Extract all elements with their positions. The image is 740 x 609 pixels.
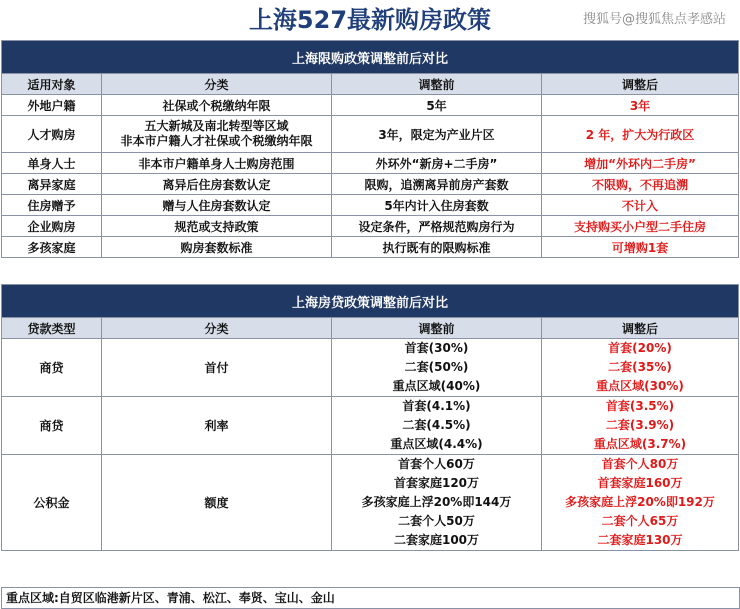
row-category: 社保或个税缴纳年限 [102, 95, 332, 116]
purchase-band-title: 上海限购政策调整前后对比 [2, 41, 739, 74]
loan-band-title: 上海房贷政策调整前后对比 [2, 285, 739, 318]
loan-before-item: 二套(50%) [404, 360, 469, 374]
header-before: 调整前 [332, 318, 542, 339]
loan-before-item: 首套(30%) [404, 341, 469, 355]
header-before: 调整前 [332, 74, 542, 95]
loan-before-item: 重点区域(4.4%) [390, 437, 483, 451]
loan-before-item: 首套(4.1%) [402, 399, 471, 413]
page-title: 上海527最新购房政策 [248, 6, 492, 34]
table-row [2, 153, 739, 174]
row-target: 多孩家庭 [2, 237, 102, 258]
table-row [2, 195, 739, 216]
loan-after-item: 二套(35%) [608, 360, 672, 374]
table-row [2, 397, 739, 455]
loan-before-item: 二套家庭100万 [393, 533, 480, 547]
loan-before-item: 二套个人50万 [398, 514, 475, 528]
loan-after-list [542, 397, 739, 455]
header-loan-type: 贷款类型 [2, 318, 102, 339]
header-target: 适用对象 [2, 74, 102, 95]
loan-policy-table [1, 284, 739, 551]
row-category: 离异后住房套数认定 [102, 174, 332, 195]
row-before: 限购，追溯离异前房产套数 [332, 174, 542, 195]
header-after: 调整后 [542, 74, 739, 95]
loan-after-list [542, 339, 739, 397]
table-row [2, 116, 739, 153]
row-after: 2 年，扩大为行政区 [542, 116, 739, 153]
row-before: 外环外“新房+二手房” [332, 153, 542, 174]
header-after: 调整后 [542, 318, 739, 339]
loan-after-item: 首套家庭160万 [597, 476, 683, 490]
row-before: 5年 [332, 95, 542, 116]
loan-after-item: 重点区域(30%) [596, 379, 684, 393]
row-category: 非本市户籍单身人士购房范围 [102, 153, 332, 174]
loan-after-item: 首套(20%) [608, 341, 672, 355]
row-before: 5年内计入住房套数 [332, 195, 542, 216]
row-after: 可增购1套 [542, 237, 739, 258]
loan-after-item: 首套(3.5%) [605, 399, 675, 413]
row-category: 规范或支持政策 [102, 216, 332, 237]
row-after: 3年 [542, 95, 739, 116]
loan-after-item: 多孩家庭上浮20%即192万 [565, 495, 715, 509]
table-row [2, 237, 739, 258]
loan-after-list [542, 455, 739, 551]
loan-after-item: 二套家庭130万 [597, 533, 683, 547]
loan-after-item: 二套(3.9%) [605, 418, 675, 432]
loan-before-item: 首套家庭120万 [393, 476, 480, 490]
row-target: 离异家庭 [2, 174, 102, 195]
row-after: 增加“外环内二手房” [542, 153, 739, 174]
table-row [2, 174, 739, 195]
row-category-line: 非本市户籍人才社保或个税缴纳年限 [120, 134, 313, 148]
loan-before-item: 重点区域(40%) [392, 379, 481, 393]
row-before: 3年，限定为产业片区 [332, 116, 542, 153]
row-category: 购房套数标准 [102, 237, 332, 258]
row-after: 不限购，不再追溯 [542, 174, 739, 195]
loan-before-list [332, 397, 542, 455]
loan-type: 商贷 [2, 397, 102, 455]
loan-before-list [332, 339, 542, 397]
loan-before-item: 多孩家庭上浮20%即144万 [361, 495, 512, 509]
loan-category: 首付 [102, 339, 332, 397]
header-category: 分类 [102, 318, 332, 339]
loan-before-item: 二套(4.5%) [402, 418, 471, 432]
loan-before-item: 首套个人60万 [398, 457, 475, 471]
row-target: 人才购房 [2, 116, 102, 153]
row-before: 执行既有的限购标准 [332, 237, 542, 258]
loan-type: 公积金 [2, 455, 102, 551]
table-row [2, 339, 739, 397]
loan-type: 商贷 [2, 339, 102, 397]
row-target: 外地户籍 [2, 95, 102, 116]
loan-category: 利率 [102, 397, 332, 455]
header-category: 分类 [102, 74, 332, 95]
row-category-line: 五大新城及南北转型等区域 [144, 119, 289, 133]
row-target: 住房赠予 [2, 195, 102, 216]
row-after: 支持购买小户型二手住房 [542, 216, 739, 237]
table-row [2, 455, 739, 551]
purchase-policy-table [1, 40, 739, 258]
loan-after-item: 重点区域(3.7%) [593, 437, 687, 451]
row-after: 不计入 [542, 195, 739, 216]
row-before: 设定条件，严格规范购房行为 [332, 216, 542, 237]
loan-category: 额度 [102, 455, 332, 551]
table-row [2, 95, 739, 116]
row-category [102, 116, 332, 153]
row-target: 单身人士 [2, 153, 102, 174]
footnote: 重点区域:自贸区临港新片区、青浦、松江、奉贤、宝山、金山 [1, 587, 740, 609]
loan-before-list [332, 455, 542, 551]
row-category: 赠与人住房套数认定 [102, 195, 332, 216]
table-row [2, 216, 739, 237]
loan-after-item: 二套个人65万 [601, 514, 679, 528]
watermark: 搜狐号@搜狐焦点孝感站 [582, 12, 726, 27]
loan-after-item: 首套个人80万 [601, 457, 679, 471]
row-target: 企业购房 [2, 216, 102, 237]
